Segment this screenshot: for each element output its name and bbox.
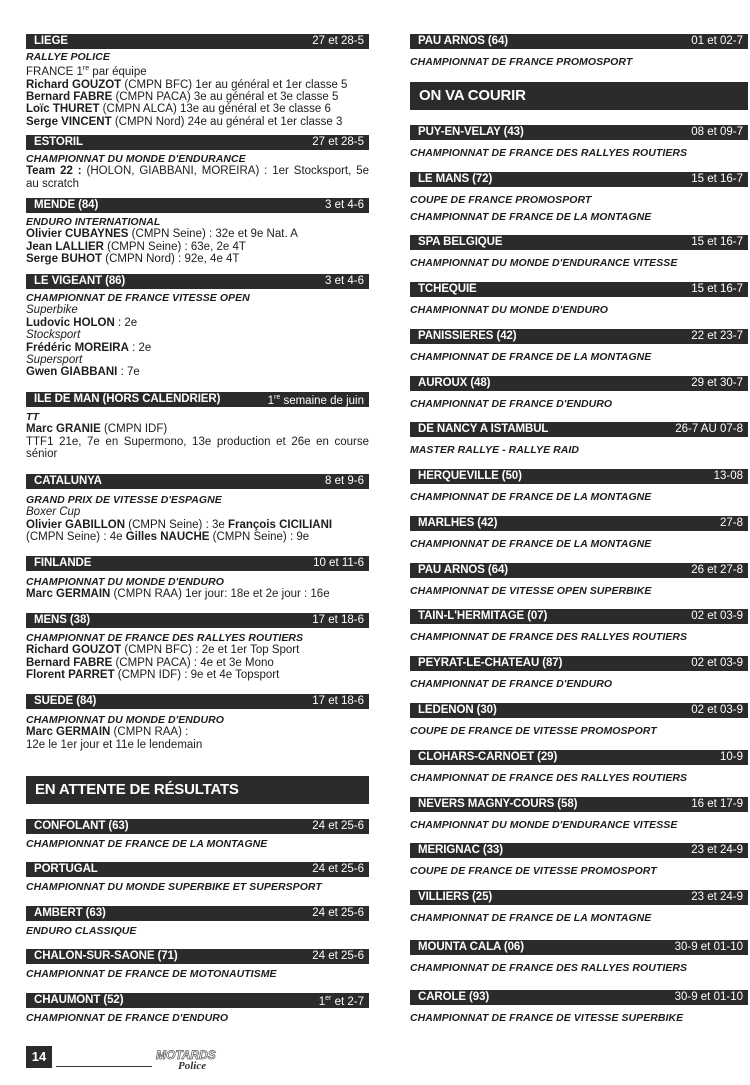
event-name: PEYRAT-LE-CHATEAU (87) [418,657,563,669]
event-name: CATALUNYA [34,475,102,487]
result-line: Marc GERMAIN (CMPN RAA) 1er jour: 18e et 2e jour : 16e [26,588,330,601]
event-date: 02 et 03-9 [691,704,743,716]
event-body [410,351,748,363]
event-date: 3 et 4-6 [325,275,364,287]
event-name: MERIGNAC (33) [418,844,503,856]
section-heading-on-va-courir: ON VA COURIR [410,82,748,110]
event-bar-ledenon-30 [410,703,748,718]
result-line: Serge BUHOT (CMPN Nord) : 92e, 4e 4T [26,253,240,266]
result-line: TTF1 21e, 7e en Supermono, 13e production et 26e en course sénior [26,435,369,461]
category: CHAMPIONNAT DU MONDE D'ENDURO [26,576,224,588]
category: CHAMPIONNAT DU MONDE D'ENDURANCE VITESSE [410,257,678,269]
event-body [26,881,369,893]
category: CHAMPIONNAT DE FRANCE DE LA MONTAGNE [410,211,652,223]
class-label: Supersport [26,354,83,367]
event-date: 24 et 25-6 [312,820,364,832]
event-name: MOUNTA CALA (06) [418,941,524,953]
category: CHAMPIONNAT DE FRANCE D'ENDURO [410,678,613,690]
event-date: 13-08 [713,470,743,482]
event-date: 27 et 28-5 [312,136,364,148]
event-body [410,304,748,316]
event-body [410,444,748,456]
event-bar-pau-arnos-64 [410,563,748,578]
event-date: 10-9 [719,751,743,763]
event-bar-mounta-cala-06 [410,940,748,955]
event-body-mens [26,632,369,682]
category: CHAMPIONNAT DE FRANCE DE LA MONTAGNE [410,538,652,550]
event-date: 26-7 AU 07-8 [675,423,743,435]
category: GRAND PRIX DE VITESSE D'ESPAGNE [26,494,222,506]
event-date: 27 et 28-5 [312,35,364,47]
event-body-catalunya [26,494,369,544]
category: CHAMPIONNAT DE FRANCE DES RALLYES ROUTIERS [410,772,688,784]
event-name: HERQUEVILLE (50) [418,470,522,482]
event-bar-finlande [26,556,369,571]
result-line: FRANCE 1re par équipe [26,65,147,79]
result-line: Marc GRANIE (CMPN IDF) [26,423,168,436]
event-bar-carole-93 [410,990,748,1005]
event-bar-tain-l-hermitage-07 [410,609,748,624]
event-bar-herqueville-50 [410,469,748,484]
result-line: Ludovic HOLON : 2e [26,316,138,329]
event-body-ile-de-man [26,411,369,461]
category: MASTER RALLYE - RALLYE RAID [410,444,579,456]
event-bar-mende [26,198,369,213]
result-line: Bernard FABRE (CMPN PACA) : 4e et 3e Mono [26,656,274,669]
category: CHAMPIONNAT DU MONDE D'ENDURO [410,304,608,316]
event-body [410,631,748,643]
event-date: 24 et 25-6 [312,863,364,875]
event-name: ESTORIL [34,136,83,148]
event-body-pau-arnos [410,56,748,68]
category: CHAMPIONNAT DE FRANCE DES RALLYES ROUTIERS [410,147,688,159]
event-name: PAU ARNOS (64) [418,564,508,576]
category: COUPE DE FRANCE PROMOSPORT [410,194,592,206]
event-bar-auroux-48 [410,376,748,391]
event-date: 15 et 16-7 [691,283,743,295]
category: CHAMPIONNAT DU MONDE D'ENDURANCE [26,153,246,165]
event-body [410,772,748,784]
event-date: 02 et 03-9 [691,657,743,669]
result-line: Florent PARRET (CMPN IDF) : 9e et 4e Topsport [26,669,280,682]
event-date: 16 et 17-9 [691,798,743,810]
event-name: PAU ARNOS (64) [418,35,508,47]
category: COUPE DE FRANCE DE VITESSE PROMOSPORT [410,725,657,737]
event-body [410,962,748,974]
result-line: 12e le 1er jour et 11e le lendemain [26,738,203,751]
event-name: CONFOLANT (63) [34,820,129,832]
result-line: Richard GOUZOT (CMPN BFC) : 2e et 1er Top Sport [26,644,300,657]
event-body [26,1012,369,1024]
event-date: 24 et 25-6 [312,907,364,919]
event-name: AMBERT (63) [34,907,106,919]
event-date: 24 et 25-6 [312,950,364,962]
class-label: Superbike [26,304,78,317]
event-date: 29 et 30-7 [691,377,743,389]
event-name: LE MANS (72) [418,173,493,185]
category: CHAMPIONNAT DE FRANCE D'ENDURO [26,1012,229,1024]
event-name: SPA BELGIQUE [418,236,503,248]
event-name: PANISSIERES (42) [418,330,517,342]
event-date: 10 et 11-6 [313,557,364,569]
event-body-finlande [26,576,369,601]
event-body-estoril [26,153,369,190]
event-date: 17 et 18-6 [312,695,364,707]
result-line: (CMPN Seine) : 4e Gilles NAUCHE (CMPN Seine) : 9e [26,531,310,544]
event-bar-ile-de-man [26,392,369,407]
event-bar-pau-arnos [410,34,748,49]
event-bar-confolant-63 [26,819,369,834]
event-body-mende [26,216,369,266]
event-name: CAROLE (93) [418,991,490,1003]
event-body [410,585,748,597]
section-heading-en-attente: EN ATTENTE DE RÉSULTATS [26,776,369,804]
event-body-suede [26,714,369,751]
event-bar-tchequie [410,282,748,297]
event-bar-catalunya [26,474,369,489]
event-name: MENDE (84) [34,199,99,211]
page-footer [26,1046,246,1072]
result-line: Frédéric MOREIRA : 2e [26,341,152,354]
event-name: FINLANDE [34,557,92,569]
event-name: NEVERS MAGNY-COURS (58) [418,798,578,810]
category: RALLYE POLICE [26,51,110,63]
event-body-le-vigeant [26,292,369,379]
svg-text:Police: Police [178,1060,207,1070]
category: CHAMPIONNAT DE FRANCE DE MOTONAUTISME [26,968,277,980]
event-name: LIEGE [34,35,69,47]
event-date: 1re semaine de juin [267,394,364,407]
event-body [410,257,748,269]
event-date: 22 et 23-7 [691,330,743,342]
result-line: Richard GOUZOT (CMPN BFC) 1er au général et 1er classe 5 [26,78,348,91]
category: CHAMPIONNAT DU MONDE SUPERBIKE ET SUPERSPORT [26,881,322,893]
category: CHAMPIONNAT DE FRANCE DE LA MONTAGNE [410,912,652,924]
event-name: LEDENON (30) [418,704,497,716]
event-bar-ambert-63 [26,906,369,921]
event-name: TCHEQUIE [418,283,477,295]
event-name: CHAUMONT (52) [34,994,124,1006]
event-date: 15 et 16-7 [691,173,743,185]
class-label: Stocksport [26,329,81,342]
event-name: AUROUX (48) [418,377,491,389]
result-line: Team 22 : (HOLON, GIABBANI, MOREIRA) : 1er Stocksport, 5e au scratch [26,165,370,190]
event-body [410,678,748,690]
event-body [26,925,369,937]
event-date: 1er et 2-7 [318,995,364,1008]
event-date: 23 et 24-9 [691,891,743,903]
page-number: 14 [26,1046,52,1068]
event-bar-merignac-33 [410,843,748,858]
svg-text:MOTARDS: MOTARDS [156,1048,216,1062]
category: CHAMPIONNAT DE FRANCE DES RALLYES ROUTIERS [410,631,688,643]
event-body [410,194,748,206]
event-date: 8 et 9-6 [325,475,364,487]
category: CHAMPIONNAT DE FRANCE DE LA MONTAGNE [26,838,268,850]
event-date: 27-8 [719,517,743,529]
category: CHAMPIONNAT DU MONDE D'ENDURO [26,714,224,726]
event-name: MARLHES (42) [418,517,498,529]
event-bar-chalon-sur-saone-71 [26,949,369,964]
event-name: SUEDE (84) [34,695,97,707]
category: TT [26,411,39,423]
event-bar-marlhes-42 [410,516,748,531]
result-line: Loïc THURET (CMPN ALCA) 13e au général et 3e classe 6 [26,103,331,116]
event-bar-spa-belgique [410,235,748,250]
event-date: 30-9 et 01-10 [674,941,743,953]
event-date: 23 et 24-9 [691,844,743,856]
class-label: Boxer Cup [26,506,81,519]
event-bar-mens [26,613,369,628]
event-name: LE VIGEANT (86) [34,275,126,287]
result-line: Olivier GABILLON (CMPN Seine) : 3e François CICILIANI [26,518,333,531]
event-body [410,491,748,503]
event-date: 3 et 4-6 [325,199,364,211]
event-bar-liege [26,34,369,49]
category: CHAMPIONNAT DE FRANCE DE LA MONTAGNE [410,351,652,363]
result-line: Marc GERMAIN (CMPN RAA) : [26,726,189,739]
event-bar-nevers-magny-cours-58 [410,797,748,812]
event-date: 26 et 27-8 [691,564,743,576]
event-body [26,968,369,980]
event-body [410,912,748,924]
event-body [410,211,748,223]
result-line: Gwen GIABBANI : 7e [26,366,140,379]
result-line: Bernard FABRE (CMPN PACA) 3e au général et 3e classe 5 [26,91,339,104]
event-date: 08 et 09-7 [691,126,743,138]
event-bar-portugal [26,862,369,877]
event-body [410,725,748,737]
category: ENDURO CLASSIQUE [26,925,137,937]
category: ENDURO INTERNATIONAL [26,216,161,228]
event-name: TAIN-L'HERMITAGE (07) [418,610,548,622]
result-line: Jean LALLIER (CMPN Seine) : 63e, 2e 4T [26,240,246,253]
category: CHAMPIONNAT DE FRANCE DE VITESSE SUPERBIKE [410,1012,684,1024]
event-bar-puy-en-velay-43 [410,125,748,140]
event-body [410,819,748,831]
result-line: Serge VINCENT (CMPN Nord) 24e au général et 1er classe 3 [26,115,343,128]
event-body [410,1012,748,1024]
event-body-liege [26,51,369,128]
category: CHAMPIONNAT DE VITESSE OPEN SUPERBIKE [410,585,652,597]
event-name: MENS (38) [34,614,90,626]
event-bar-villiers-25 [410,890,748,905]
category: CHAMPIONNAT DE FRANCE DE LA MONTAGNE [410,491,652,503]
event-date: 15 et 16-7 [691,236,743,248]
event-name: DE NANCY A ISTAMBUL [418,423,549,435]
event-bar-le-vigeant [26,274,369,289]
event-date: 17 et 18-6 [312,614,364,626]
motards-police-logo [154,1048,249,1070]
category: CHAMPIONNAT DU MONDE D'ENDURANCE VITESSE [410,819,678,831]
footer-divider [56,1066,152,1067]
event-bar-le-mans-72 [410,172,748,187]
result-line: Olivier CUBAYNES (CMPN Seine) : 32e et 9e Nat. A [26,228,298,241]
event-body [410,538,748,550]
event-bar-de-nancy-a-istambul [410,422,748,437]
event-name: CHALON-SUR-SAONE (71) [34,950,178,962]
event-bar-chaumont-52 [26,993,369,1008]
category: CHAMPIONNAT DE FRANCE DES RALLYES ROUTIERS [26,632,304,644]
event-date: 30-9 et 01-10 [674,991,743,1003]
event-body [410,147,748,159]
event-name: ILE DE MAN (HORS CALENDRIER) [34,393,221,405]
event-bar-estoril [26,135,369,150]
event-name: CLOHARS-CARNOET (29) [418,751,558,763]
category: CHAMPIONNAT DE FRANCE DES RALLYES ROUTIERS [410,962,688,974]
event-bar-clohars-carnoet-29 [410,750,748,765]
event-name: VILLIERS (25) [418,891,493,903]
category: COUPE DE FRANCE DE VITESSE PROMOSPORT [410,865,657,877]
category: CHAMPIONNAT DE FRANCE PROMOSPORT [410,56,633,68]
event-bar-peyrat-le-chateau-87 [410,656,748,671]
event-body [410,398,748,410]
event-bar-suede [26,694,369,709]
category: CHAMPIONNAT DE FRANCE VITESSE OPEN [26,292,250,304]
event-date: 01 et 02-7 [691,35,743,47]
event-name: PORTUGAL [34,863,98,875]
category: CHAMPIONNAT DE FRANCE D'ENDURO [410,398,613,410]
event-body [410,865,748,877]
event-bar-panissieres-42 [410,329,748,344]
event-date: 02 et 03-9 [691,610,743,622]
event-name: PUY-EN-VELAY (43) [418,126,524,138]
event-body [26,838,369,850]
